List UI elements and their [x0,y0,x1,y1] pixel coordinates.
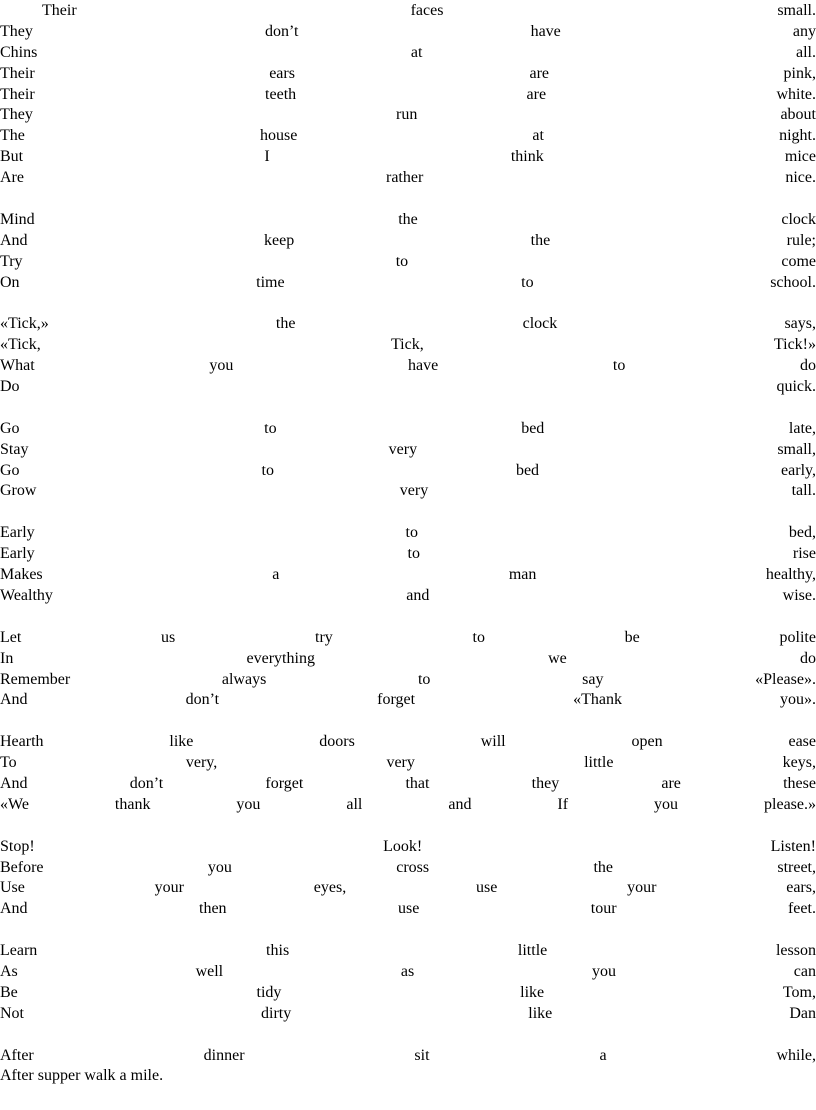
poem-line [0,335,816,356]
poem-line [0,273,816,294]
poem-word: wise. [782,586,816,604]
poem-word: healthy, [765,566,816,584]
stanza [0,210,816,294]
poem-word: don’t [185,691,220,709]
poem-word: any [792,22,816,40]
poem-line [0,461,816,482]
poem-word: clock [522,315,558,333]
poem-word: Chins [0,43,38,61]
poem-word: very [388,440,418,458]
poem-word: and [448,795,472,813]
poem-word: Listen! [770,837,816,855]
poem-word: What [0,357,35,375]
poem-word: about [780,106,816,124]
poem-word: Let [0,628,22,646]
poem-word: come [781,252,816,270]
poem-word: to [261,461,274,479]
stanza [0,419,816,503]
poem-word: do [800,357,816,375]
poem-word: small. [777,2,816,19]
poem-word: After [0,1046,34,1064]
poem-line [0,899,816,920]
poem-word: have [530,22,561,40]
poem-line [0,941,816,962]
poem-word: Are [0,169,24,187]
poem-word: very [386,754,415,772]
poem-word: you [209,357,234,375]
stanza [0,1,816,189]
poem-word: supper [37,1067,85,1085]
poem-word: I [264,148,270,166]
poem-line [0,64,816,85]
poem-word: while, [776,1046,816,1064]
poem-line [0,43,816,64]
poem-line [0,481,816,502]
poem-word: to [472,628,485,646]
poem-word: Before [0,858,44,876]
poem-line [0,231,816,252]
poem-word: sit [414,1046,430,1064]
poem-word: the [275,315,296,333]
poem-word: street, [777,858,816,876]
poem-word: lesson [775,942,816,960]
poem-word: doors [319,733,355,751]
poem-word: to [417,670,431,688]
poem-document [0,1,816,1087]
poem-line [0,983,816,1004]
poem-word: The [0,127,25,145]
poem-word: polite [779,628,816,646]
poem-word: Tick!» [773,336,816,354]
poem-word: bed [515,461,540,479]
poem-word: like [528,1004,553,1022]
poem-line [0,544,816,565]
poem-word: night. [779,127,816,145]
poem-word: are [661,774,681,792]
poem-word: They [0,106,33,124]
poem-word: And [0,231,28,249]
poem-line [0,670,816,691]
poem-word: keep [264,231,295,249]
poem-word: cross [396,858,430,876]
stanza [0,837,816,921]
poem-line [0,649,816,670]
poem-word: tall. [791,482,816,500]
poem-line [0,126,816,147]
poem-word: Go [0,419,20,437]
poem-word: Mind [0,210,35,228]
poem-line [0,628,816,649]
poem-word: «Tick, [0,336,41,354]
poem-word: little [517,942,548,960]
poem-word: nice. [785,169,816,187]
poem-line [0,147,816,168]
stanza [0,628,816,712]
poem-word: your [627,879,657,897]
poem-line [0,795,816,816]
poem-word: Hearth [0,733,44,751]
poem-word: do [799,649,816,667]
poem-word: to [264,419,277,437]
poem-word: Stop! [0,837,35,855]
poem-word: always [221,670,267,688]
poem-line [0,690,816,711]
poem-word: small, [777,440,816,458]
poem-line [0,1066,816,1087]
poem-word: Look! [383,837,423,855]
poem-line [0,377,816,398]
poem-word: as [400,962,415,980]
poem-word: Their [0,64,35,82]
poem-word: you [654,795,679,813]
poem-word: Makes [0,566,43,584]
poem-word: this [266,942,290,960]
poem-word: And [0,900,28,918]
poem-line [0,878,816,899]
poem-line [0,565,816,586]
poem-word: white. [776,85,816,103]
poem-word: to [612,357,626,375]
poem-word: they [531,774,560,792]
poem-line [0,1,816,22]
poem-word: little [584,754,614,772]
poem-word: then [199,900,227,918]
poem-word: bed, [788,524,816,542]
poem-line [0,586,816,607]
poem-word: dinner [203,1046,245,1064]
poem-word: Wealthy [0,586,53,604]
poem-word: On [0,273,20,291]
poem-word: rule; [786,231,816,249]
poem-word: at [410,43,423,61]
poem-word: Be [0,983,18,1001]
poem-word: ears [269,64,295,82]
poem-word: «We [0,795,29,813]
poem-word: you». [779,691,816,709]
poem-word: like [169,733,194,751]
poem-word: dirty [261,1004,292,1022]
poem-word: Tick, [390,336,424,354]
poem-line [0,168,816,189]
poem-word: all. [795,43,816,61]
stanza [0,1046,816,1088]
poem-word: will [480,733,506,751]
poem-word: a [272,566,280,584]
poem-word: to [407,545,420,563]
poem-word: As [0,962,18,980]
poem-word: be [624,628,640,646]
poem-word: clock [781,210,816,228]
poem-word: If [557,795,569,813]
stanza [0,314,816,398]
poem-word: Grow [0,482,37,500]
poem-line [0,22,816,43]
poem-word: man [508,566,537,584]
poem-line [0,356,816,377]
poem-line [0,523,816,544]
poem-word: «Tick,» [0,315,49,333]
poem-word: And [0,774,28,792]
poem-line [0,314,816,335]
poem-word: well [195,962,224,980]
poem-word: ears, [786,879,816,897]
poem-word: a [119,1067,131,1085]
poem-word: you [207,858,232,876]
poem-line [0,753,816,774]
poem-word: run [396,106,418,124]
poem-line [0,732,816,753]
poem-word: Tom, [782,983,816,1001]
poem-word: these [783,774,816,792]
poem-line [0,774,816,795]
stanza [0,732,816,816]
poem-word: They [0,22,33,40]
poem-line [0,837,816,858]
poem-word: at [532,127,544,145]
poem-word: us [161,628,176,646]
poem-word: everything [246,649,315,667]
poem-word: a [599,1046,607,1064]
poem-word: To [0,754,17,772]
poem-word: the [398,210,418,228]
poem-word: keys, [782,754,816,772]
poem-line [0,1046,816,1067]
poem-word: try [315,628,333,646]
poem-line [0,962,816,983]
poem-word: thank [114,795,151,813]
poem-word: tour [590,900,617,918]
poem-word: are [526,85,547,103]
poem-word: teeth [265,85,297,103]
poem-word: says, [784,315,816,333]
poem-word: mile. [130,1067,164,1085]
poem-word: can [793,962,816,980]
poem-word: pink, [783,64,816,82]
poem-word: Not [0,1004,24,1022]
poem-line [0,252,816,273]
poem-word: Their [42,2,77,19]
poem-word: And [0,691,28,709]
poem-word: very, [185,754,218,772]
poem-word: bed [521,419,545,437]
poem-word: rather [386,169,424,187]
poem-word: forget [265,774,304,792]
poem-word: very [399,482,429,500]
poem-word: eyes, [313,879,347,897]
poem-word: to [405,524,418,542]
poem-word: forget [377,691,416,709]
poem-word: Learn [0,942,38,960]
poem-word: are [529,64,550,82]
poem-word: Early [0,524,35,542]
poem-word: please.» [764,795,816,813]
poem-word: Go [0,461,20,479]
poem-line [0,419,816,440]
poem-word: faces [410,2,444,19]
poem-word: you [592,962,616,980]
poem-line [0,1004,816,1025]
poem-word: all [346,795,363,813]
poem-word: ease [788,733,816,751]
poem-word: walk [84,1067,120,1085]
poem-word: use [397,900,420,918]
poem-word: open [631,733,663,751]
poem-word: Do [0,378,20,396]
poem-line [0,85,816,106]
poem-word: tidy [256,983,282,1001]
poem-word: quick. [776,378,816,396]
poem-word: your [154,879,184,897]
poem-word: use [476,879,498,897]
poem-word: you [236,795,261,813]
poem-word: to [521,273,534,291]
poem-word: to [395,252,409,270]
poem-word: and [406,586,430,604]
poem-word: like [520,983,545,1001]
poem-line [0,210,816,231]
poem-word: early, [781,461,816,479]
poem-word: say [582,670,604,688]
poem-word: Use [0,879,25,897]
poem-word: have [408,357,439,375]
poem-word: But [0,148,24,166]
poem-word: Dan [789,1004,816,1022]
poem-word: After [0,1067,38,1085]
poem-line [0,105,816,126]
poem-word: Stay [0,440,29,458]
poem-word: late, [788,419,816,437]
poem-word: Their [0,85,35,103]
poem-word: don’t [129,774,164,792]
poem-word: that [405,774,430,792]
poem-word: think [510,148,544,166]
poem-word: «Please». [755,670,816,688]
poem-word: feet. [787,900,816,918]
poem-line [0,858,816,879]
poem-word: we [548,649,567,667]
poem-word: the [530,231,551,249]
poem-word: rise [792,545,816,563]
poem-word: house [259,127,298,145]
poem-word: Try [0,252,23,270]
poem-word: Early [0,545,35,563]
poem-line [0,440,816,461]
poem-word: the [593,858,613,876]
poem-word: don’t [264,22,299,40]
poem-word: mice [784,148,816,166]
stanza [0,523,816,607]
poem-word: school. [770,273,816,291]
poem-word: Remember [0,670,71,688]
poem-word: In [0,649,14,667]
poem-word: time [256,273,285,291]
stanza [0,941,816,1025]
poem-word: «Thank [573,691,622,709]
